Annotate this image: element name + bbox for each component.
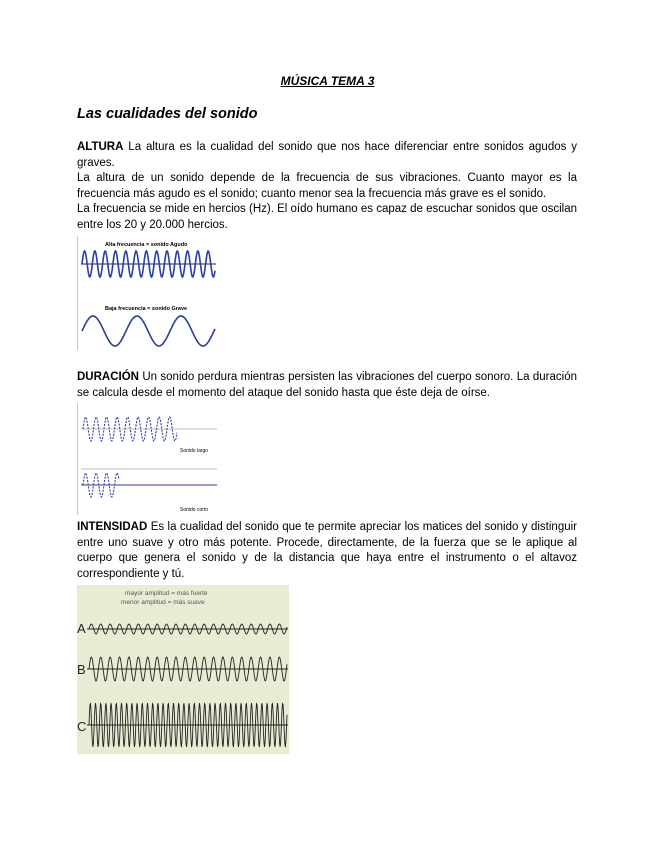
intensidad-text: Es la cualidad del sonido que te permite apreciar los matices del sonido y distinguir entre uno suave y otro más potente. Procede, directamente, de la fuerza que se le aplique al cuerpo que genera el sonido y de la distancia que haya entre el instrumento o el altavoz correspondiente y tú.	[77, 521, 577, 580]
frequency-figure	[77, 236, 218, 350]
label-c: C	[77, 719, 87, 734]
label-high-frequency: Alta frecuencia = sonido Agudo	[105, 242, 188, 248]
altura-text-3: La frecuencia se mide en hercios (Hz). El oído humano es capaz de escuchar sonidos que oscilan entre los 20 y 20.000 hercios.	[77, 203, 577, 231]
caption-softer: menor amplitud = más suave	[121, 599, 205, 606]
intensity-figure	[77, 585, 289, 754]
duracion-term: DURACIÓN	[77, 371, 139, 383]
altura-term: ALTURA	[77, 141, 124, 153]
altura-paragraph	[77, 140, 577, 234]
altura-text-2: La altura de un sonido depende de la frecuencia de sus vibraciones. Cuanto mayor es la frecuencia más agudo es el sonido; cuanto menor sea la frecuencia más grave es el sonido.	[77, 172, 577, 200]
intensidad-paragraph	[77, 520, 577, 582]
section-heading: Las cualidades del sonido	[77, 106, 258, 122]
duracion-text: Un sonido perdura mientras persisten las vibraciones del cuerpo sonoro. La duración se calcula desde el momento del ataque del sonido hasta que éste deja de oírse.	[77, 371, 577, 399]
label-a: A	[77, 621, 86, 636]
label-short-sound: Sonido corto	[180, 507, 209, 513]
page-title: MÚSICA TEMA 3	[280, 74, 375, 88]
intensidad-term: INTENSIDAD	[77, 521, 148, 533]
caption-louder: mayor amplitud = más fuerte	[125, 590, 208, 597]
altura-text-1: La altura es la cualidad del sonido que nos hace diferenciar entre sonidos agudos y graves.	[77, 141, 577, 169]
duration-figure	[77, 403, 217, 515]
duracion-paragraph	[77, 370, 577, 401]
label-b: B	[77, 662, 86, 677]
label-low-frequency: Baja frecuencia = sonido Grave	[105, 306, 188, 312]
label-long-sound: Sonido largo	[180, 448, 209, 454]
